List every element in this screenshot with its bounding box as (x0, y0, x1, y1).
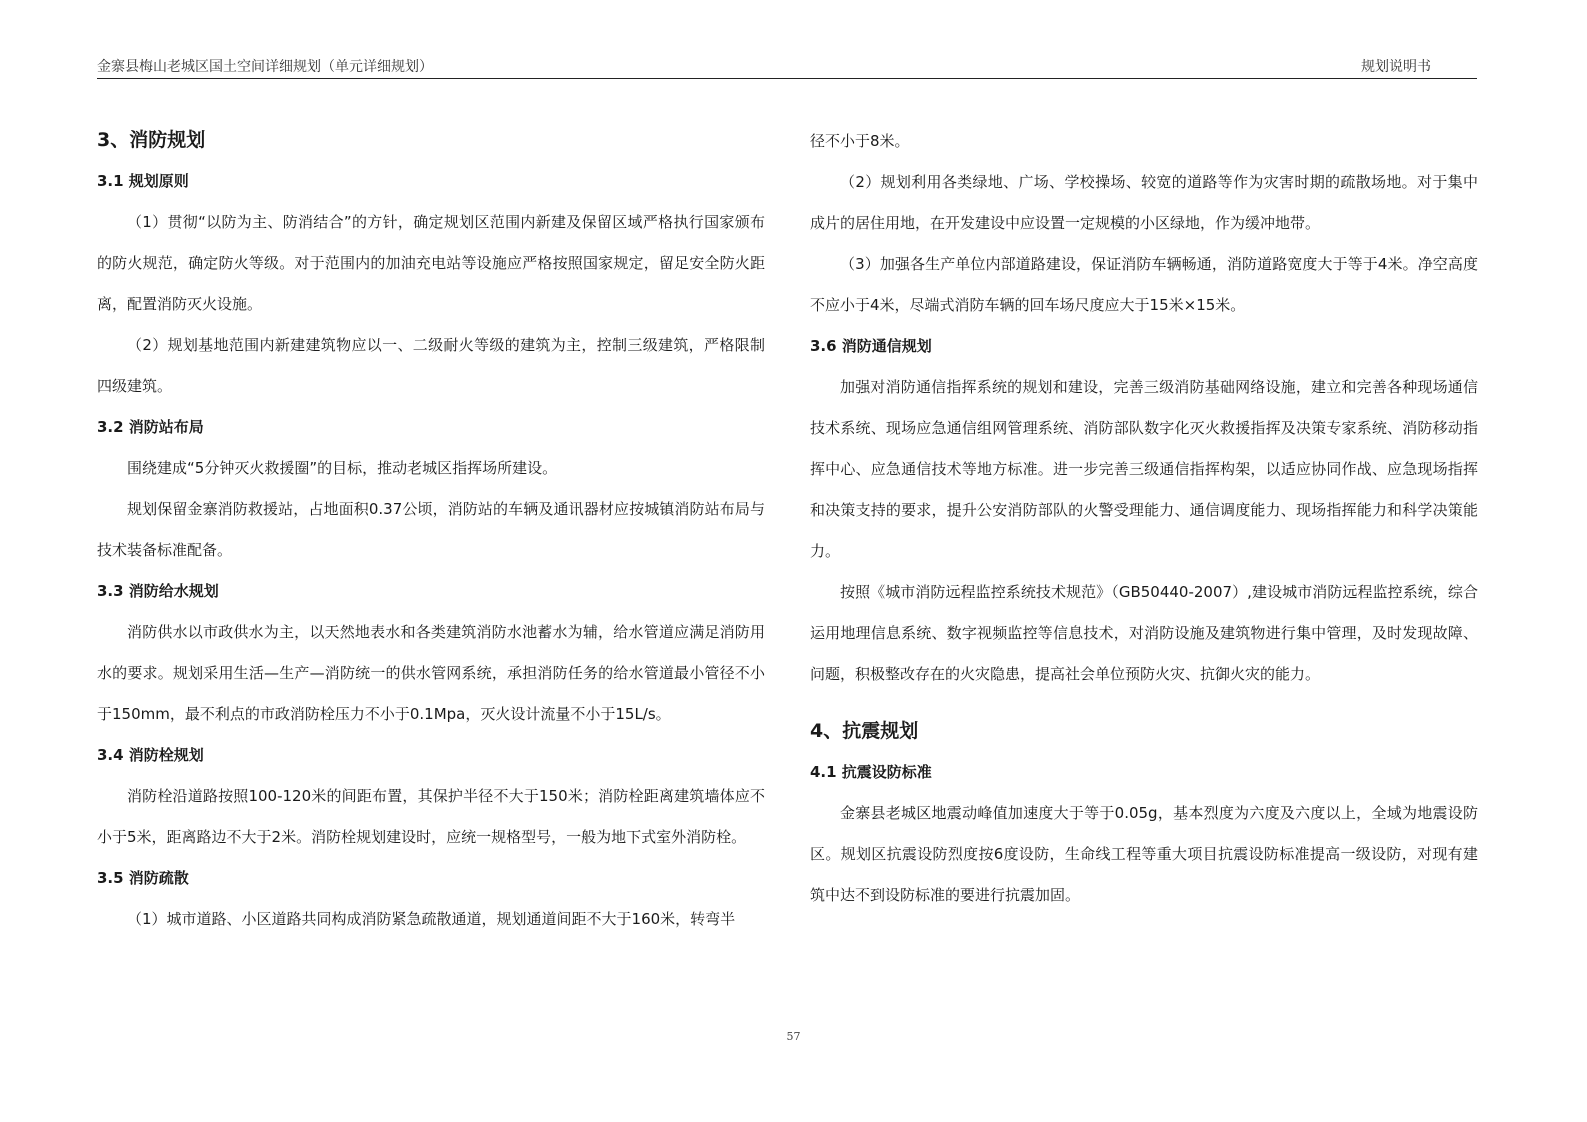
section-4-title: 4、抗震规划 (810, 720, 919, 742)
section-3-5-paragraph-2: （2）规划利用各类绿地、广场、学校操场、较宽的道路等作为灾害时期的疏散场地。对于集中成片的居住用地，在开发建设中应设置一定规模的小区绿地，作为缓冲地带。 (810, 173, 1478, 232)
section-3-5-paragraph-1-continued: 径不小于8米。 (810, 132, 910, 150)
section-4-1-paragraph-1: 金寨县老城区地震动峰值加速度大于等于0.05g，基本烈度为六度及六度以上，全域为地震设防区。规划区抗震设防烈度按6度设防，生命线工程等重大项目抗震设防标准提高一级设防，对现有建筑中达不到设防标准的要进行抗震加固。 (810, 804, 1478, 904)
section-3-3-title: 3.3 消防给水规划 (97, 582, 219, 600)
section-3-2-title: 3.2 消防站布局 (97, 418, 204, 436)
section-3-6-paragraph-1: 加强对消防通信指挥系统的规划和建设，完善三级消防基础网络设施，建立和完善各种现场通信技术系统、现场应急通信组网管理系统、消防部队数字化灭火救援指挥及决策专家系统、消防移动指挥中心、应急通信技术等地方标准。进一步完善三级通信指挥构架，以适应协同作战、应急现场指挥和决策支持的要求，提升公安消防部队的火警受理能力、通信调度能力、现场指挥能力和科学决策能力。 (810, 378, 1478, 560)
right-column (810, 121, 1478, 916)
section-3-5-paragraph-1: （1）城市道路、小区道路共同构成消防紧急疏散通道，规划通道间距不大于160米，转弯半 (127, 910, 736, 928)
document-type: 规划说明书 (1361, 59, 1431, 75)
page-number: 57 (786, 1030, 801, 1043)
section-spacer (810, 695, 1478, 711)
section-3-3-paragraph-1: 消防供水以市政供水为主，以天然地表水和各类建筑消防水池蓄水为辅，给水管道应满足消防用水的要求。规划采用生活—生产—消防统一的供水管网系统，承担消防任务的给水管道最小管径不小于150mm，最不利点的市政消防栓压力不小于0.1Mpa，灭火设计流量不小于15L/s。 (97, 623, 765, 723)
section-3-4-title: 3.4 消防栓规划 (97, 746, 204, 764)
document-title: 金寨县梅山老城区国土空间详细规划（单元详细规划） (97, 59, 433, 75)
section-3-5-title: 3.5 消防疏散 (97, 869, 189, 887)
section-3-1-paragraph-2: （2）规划基地范围内新建建筑物应以一、二级耐火等级的建筑为主，控制三级建筑，严格限制四级建筑。 (97, 336, 765, 395)
section-3-6-title: 3.6 消防通信规划 (810, 337, 932, 355)
section-3-4-paragraph-1: 消防栓沿道路按照100-120米的间距布置，其保护半径不大于150米；消防栓距离建筑墙体应不小于5米，距离路边不大于2米。消防栓规划建设时，应统一规格型号，一般为地下式室外消防栓。 (97, 787, 765, 846)
section-3-title: 3、消防规划 (97, 129, 206, 151)
section-3-2-paragraph-1: 围绕建成“5分钟灭火救援圈”的目标，推动老城区指挥场所建设。 (127, 459, 558, 477)
section-3-5-paragraph-3: （3）加强各生产单位内部道路建设，保证消防车辆畅通，消防道路宽度大于等于4米。净空高度不应小于4米，尽端式消防车辆的回车场尺度应大于15米×15米。 (810, 255, 1478, 314)
section-3-1-title: 3.1 规划原则 (97, 172, 189, 190)
section-4-1-title: 4.1 抗震设防标准 (810, 763, 932, 781)
section-3-2-paragraph-2: 规划保留金寨消防救援站，占地面积0.37公顷，消防站的车辆及通讯器材应按城镇消防站布局与技术装备标准配备。 (97, 500, 765, 559)
section-3-6-paragraph-2: 按照《城市消防远程监控系统技术规范》（GB50440-2007）,建设城市消防远程监控系统，综合运用地理信息系统、数字视频监控等信息技术，对消防设施及建筑物进行集中管理，及时发现故障、问题，积极整改存在的火灾隐患，提高社会单位预防火灾、抗御火灾的能力。 (810, 583, 1478, 683)
left-column (97, 120, 765, 940)
page-header (97, 56, 1477, 79)
section-3-1-paragraph-1: （1）贯彻“以防为主、防消结合”的方针，确定规划区范围内新建及保留区域严格执行国家颁布的防火规范，确定防火等级。对于范围内的加油充电站等设施应严格按照国家规定，留足安全防火距离，配置消防灭火设施。 (97, 213, 765, 313)
